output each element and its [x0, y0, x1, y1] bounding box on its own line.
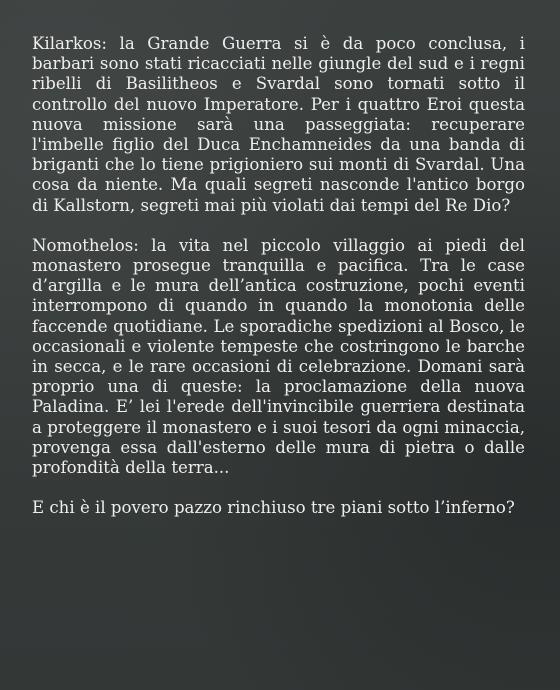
paragraph-kilarkos: Kilarkos: la Grande Guerra si è da poco conclusa, i barbari sono stati ricacciati nelle giungle del sud e i regni ribelli di Basilitheos e Svardal sono tornati sotto il controllo del nuovo Imperatore. Per i quattro Eroi questa nuova missione sarà una passeggiata: recuperare l'imbelle figlio del Duca Enchamneides da una banda di briganti che lo tiene prigioniero sui monti di Svardal. Una cosa da niente. Ma quali segreti nasconde l'antico borgo di Kallstorn, segreti mai più violati dai tempi del Re Dio?: [32, 34, 525, 215]
paragraph-question: E chi è il povero pazzo rinchiuso tre piani sotto l’inferno?: [32, 498, 515, 518]
paragraph-nomothelos: Nomothelos: la vita nel piccolo villaggio ai piedi del monastero prosegue tranquilla e pacifica. Tra le case d’argilla e le mura dell’antica costruzione, pochi eventi interrompono di quando in quando la monotonia delle faccende quotidiane. Le sporadiche spedizioni al Bosco, le occasionali e violente tempeste che costringono le barche in secca, e le rare occasioni di celebrazione. Domani sarà proprio una di queste: la proclamazione della nuova Paladina. E’ lei l'erede dell'invincibile guerriera destinata a proteggere il monastero e i suoi tesori da ogni minaccia, provenga essa dall'esterno delle mura di pietra o dalle profondità della terra...: [32, 235, 525, 478]
story-text: [32, 34, 525, 538]
